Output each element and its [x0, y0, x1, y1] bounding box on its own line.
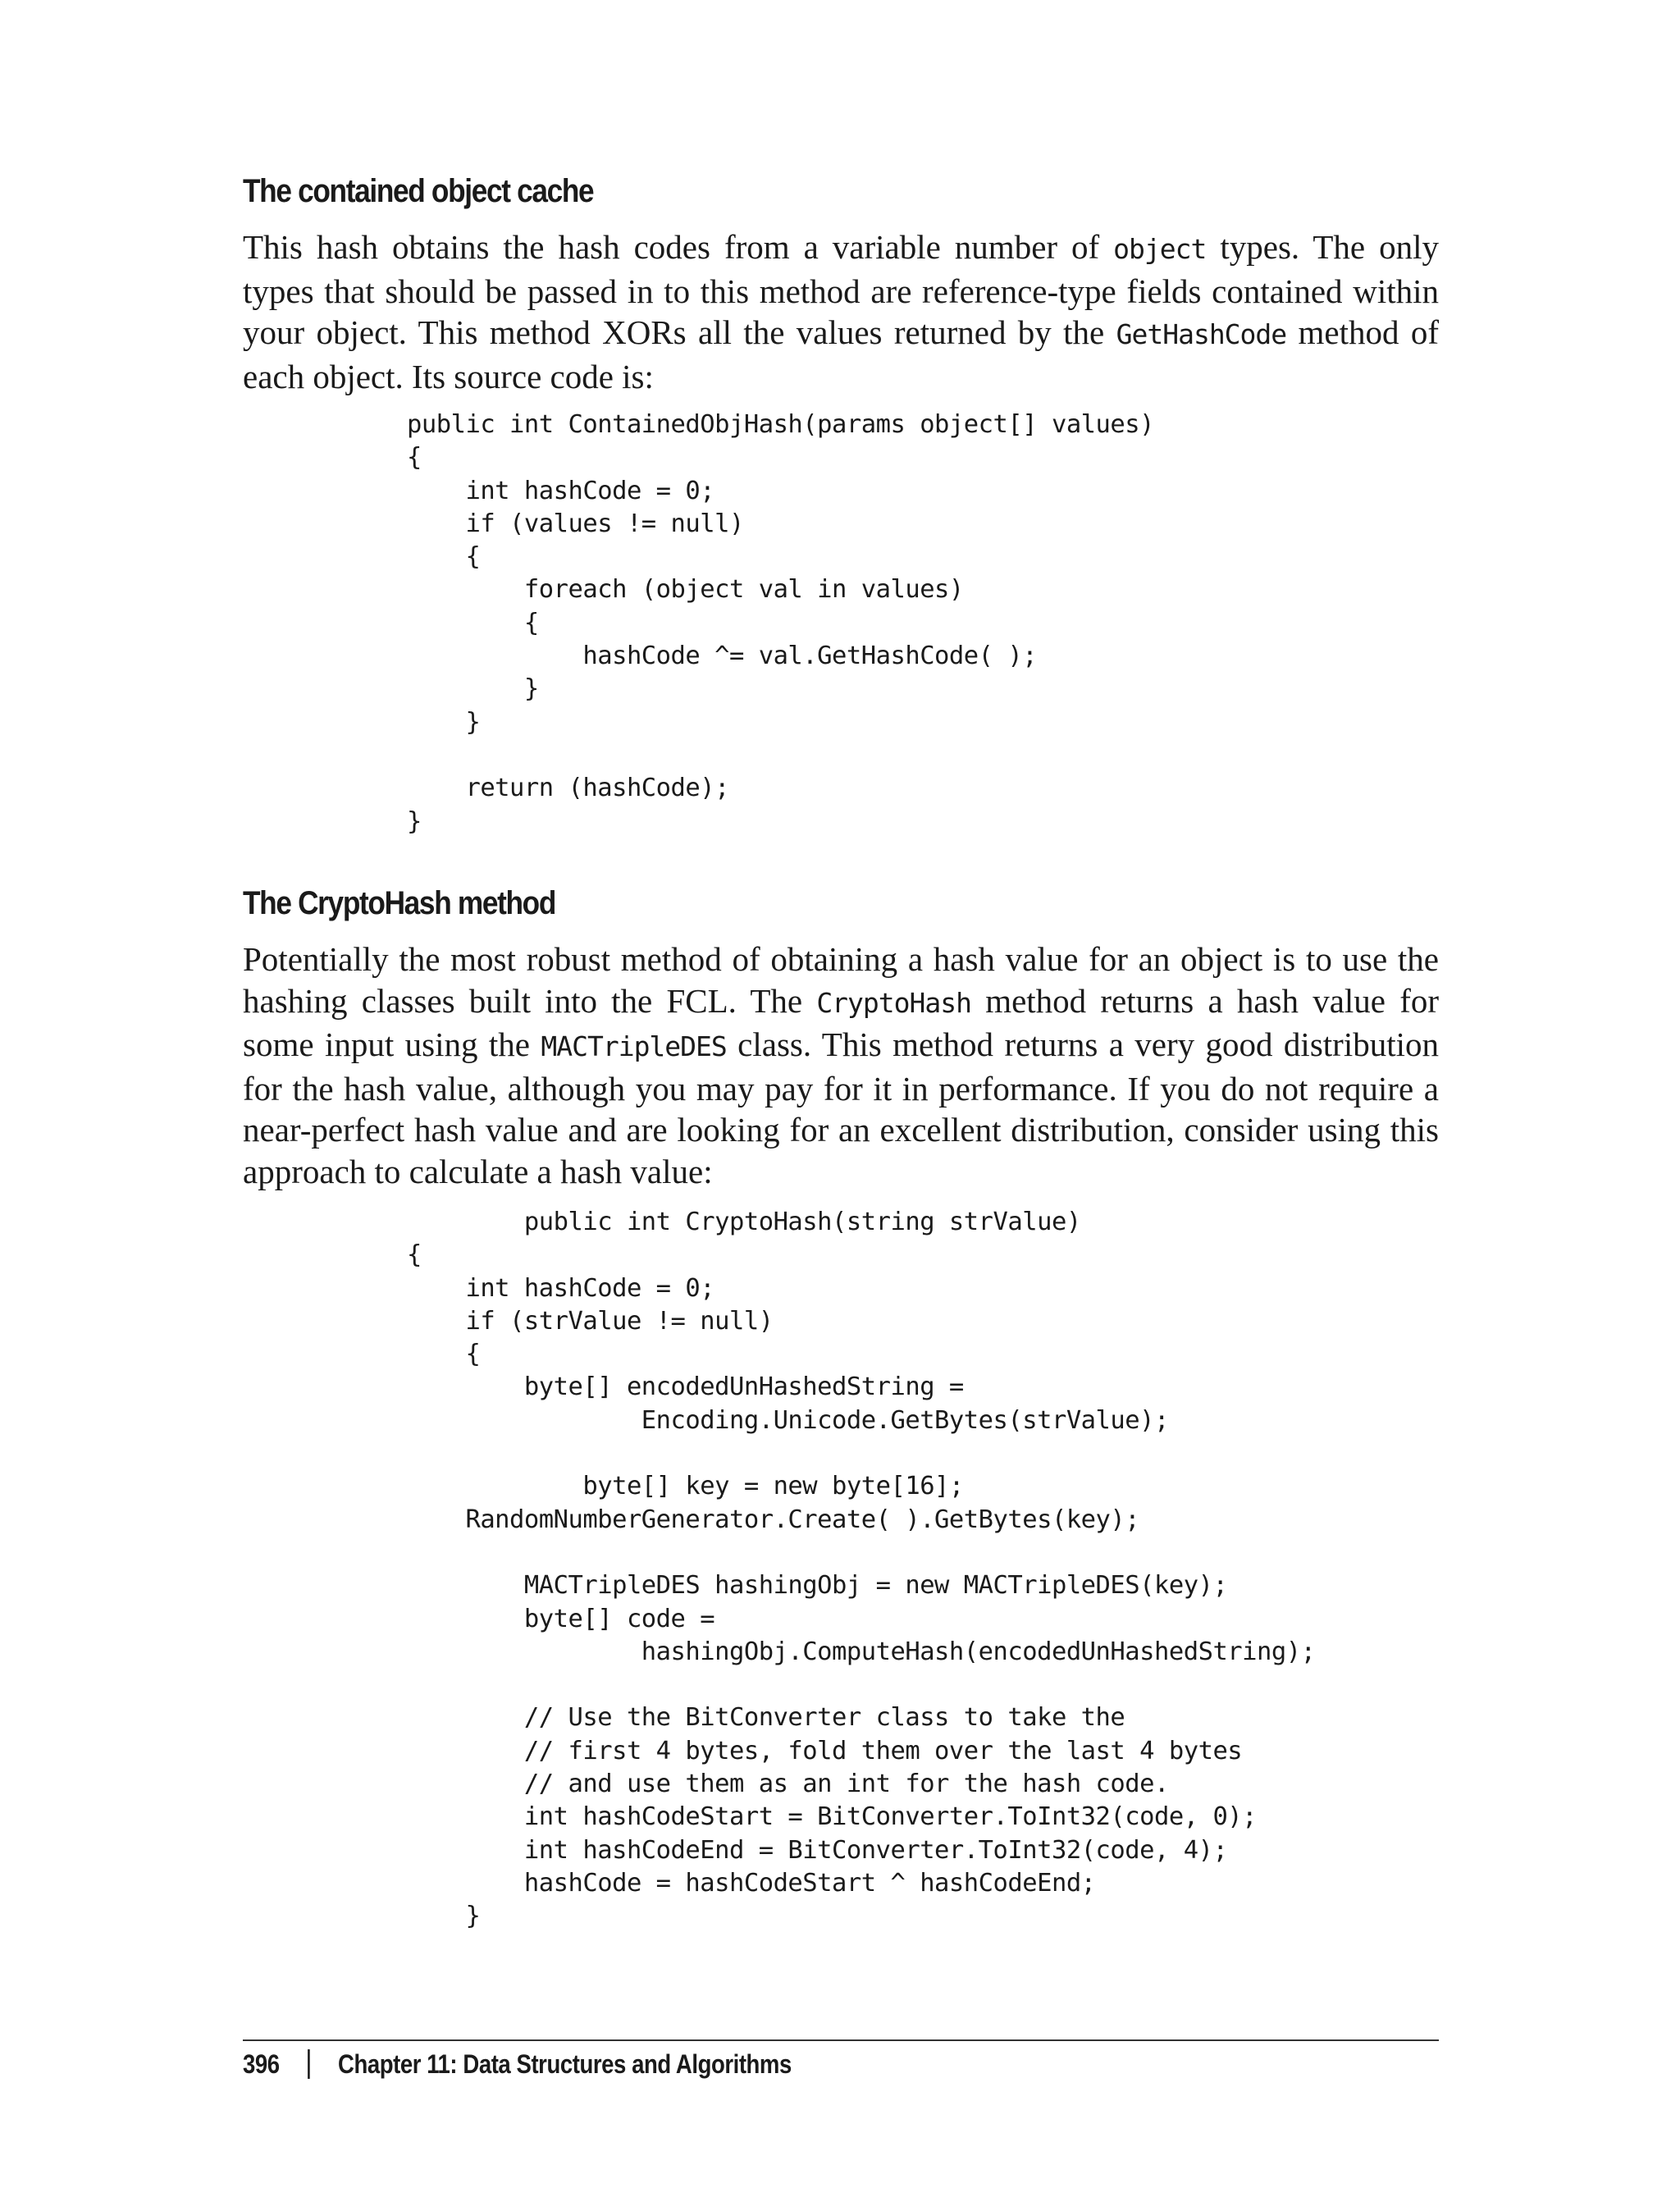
paragraph-cryptohash-method: [243, 939, 1439, 1192]
section-heading-cryptohash-method: The CryptoHash method: [243, 885, 556, 921]
code-block-cryptohash: public int CryptoHash(string strValue) { int hashCode = 0; if (strValue != null) { byte[] encodedUnHashedString = Encoding.Unicode.GetBytes(strValue); byte[] key = new byte[16]; RandomNumberGenerator.Create( ).GetBytes(key); MACTripleDES hashingObj = new MACTripleDES(key); byte[] code = hashingObj.ComputeHash(encodedUnHashedString); // Use the BitConverter class to take the // first 4 bytes, fold them over the last 4 bytes // and use them as an int for the hash code. int hashCodeStart = BitConverter.ToInt32(code, 0); int hashCodeEnd = BitConverter.ToInt32(code, 4); hashCode = hashCodeStart ^ hashCodeEnd; }: [407, 1208, 1316, 1931]
inline-code-object: object: [1113, 233, 1207, 265]
page-footer: [243, 2048, 792, 2081]
footer-divider: [243, 2039, 1439, 2041]
para-text: method of each object. Its source code is:: [243, 313, 1439, 395]
para-text: This hash obtains the hash codes from a variable number of: [243, 228, 1114, 266]
inline-code-mactripledes: MACTripleDES: [541, 1030, 727, 1062]
code-block-contained-obj-hash: public int ContainedObjHash(params object[] values) { int hashCode = 0; if (values != null) { foreach (object val in values) { hashCode ^= val.GetHashCode( ); } } return (hashCode); }: [407, 410, 1154, 836]
inline-code-gethashcode: GetHashCode: [1116, 318, 1287, 350]
para-text: class. This method returns a very good distribution for the hash value, although you may pay for it in performance. If you do not require a near-perfect hash value and are looking for an excellent distribution, consider using this approach to calculate a hash value:: [243, 1025, 1440, 1190]
section-heading-contained-object-cache: The contained object cache: [243, 173, 594, 209]
para-text: Potentially the most robust method of obtaining a hash value for an object is to use the hashing classes built into the FCL. The: [243, 940, 1439, 1020]
paragraph-contained-object-cache: [243, 226, 1439, 397]
inline-code-cryptohash: CryptoHash: [816, 986, 971, 1019]
chapter-title: Chapter 11: Data Structures and Algorithms: [338, 2049, 792, 2079]
footer-separator: [308, 2049, 310, 2079]
para-text: method returns a hash value for some input using the: [243, 981, 1439, 1063]
page-number: 396: [243, 2049, 280, 2079]
para-text: types. The only types that should be passed in to this method are reference-type fields contained within your object. This method XORs all the values returned by the: [243, 228, 1439, 351]
